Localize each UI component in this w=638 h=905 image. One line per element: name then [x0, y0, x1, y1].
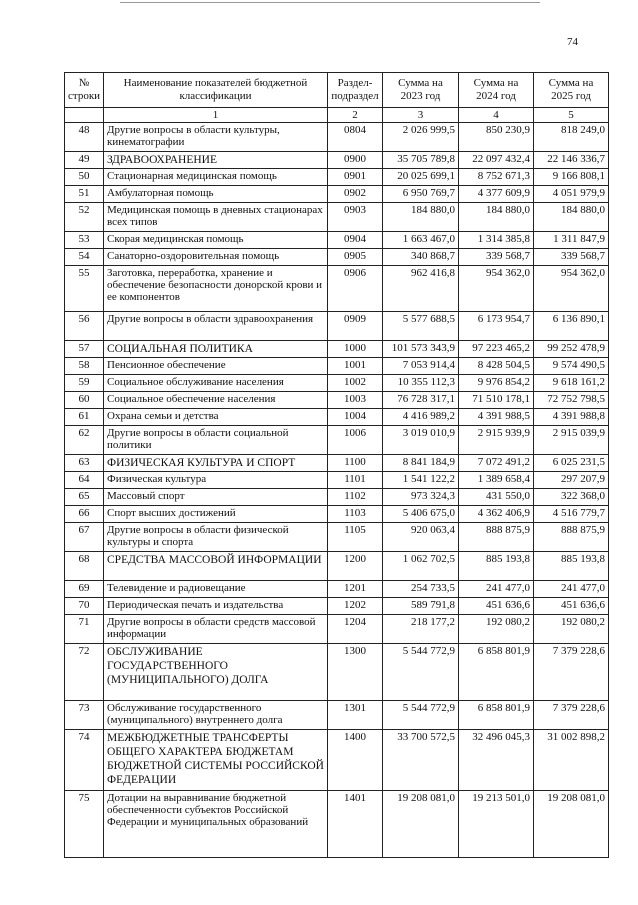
sum-2023: 101 573 343,9 — [383, 341, 459, 358]
sum-2025: 888 875,9 — [534, 523, 609, 552]
row-number: 54 — [65, 249, 104, 266]
section-code: 1002 — [328, 375, 383, 392]
sum-2024: 184 880,0 — [459, 203, 534, 232]
page-number: 74 — [567, 36, 578, 48]
row-number: 62 — [65, 426, 104, 455]
row-number: 60 — [65, 392, 104, 409]
sum-2025: 885 193,8 — [534, 552, 609, 581]
row-number: 50 — [65, 169, 104, 186]
row-number: 52 — [65, 203, 104, 232]
row-number: 49 — [65, 152, 104, 169]
sum-2023: 218 177,2 — [383, 615, 459, 644]
row-number: 64 — [65, 472, 104, 489]
indicator-name: СОЦИАЛЬНАЯ ПОЛИТИКА — [104, 341, 328, 358]
sum-2023: 1 663 467,0 — [383, 232, 459, 249]
sum-2024: 339 568,7 — [459, 249, 534, 266]
sum-2024: 885 193,8 — [459, 552, 534, 581]
row-number: 66 — [65, 506, 104, 523]
section-code: 1103 — [328, 506, 383, 523]
sum-2023: 5 406 675,0 — [383, 506, 459, 523]
sum-2023: 10 355 112,3 — [383, 375, 459, 392]
sum-2024: 6 858 801,9 — [459, 644, 534, 701]
sum-2025: 6 136 890,1 — [534, 312, 609, 341]
sum-2025: 7 379 228,6 — [534, 644, 609, 701]
column-index: 5 — [534, 108, 609, 123]
scan-top-edge — [120, 2, 540, 3]
column-index: 2 — [328, 108, 383, 123]
section-code: 1105 — [328, 523, 383, 552]
sum-2023: 184 880,0 — [383, 203, 459, 232]
section-code: 1004 — [328, 409, 383, 426]
row-number: 48 — [65, 123, 104, 152]
header-indicator-name: Наименование показателей бюджетной классификации — [104, 73, 328, 108]
table-row — [65, 598, 609, 615]
sum-2023: 76 728 317,1 — [383, 392, 459, 409]
indicator-name: Другие вопросы в области культуры, кинематографии — [104, 123, 328, 152]
sum-2024: 954 362,0 — [459, 266, 534, 312]
section-code: 1102 — [328, 489, 383, 506]
row-number: 51 — [65, 186, 104, 203]
sum-2024: 2 915 939,9 — [459, 426, 534, 455]
row-number: 61 — [65, 409, 104, 426]
indicator-name: Санаторно-оздоровительная помощь — [104, 249, 328, 266]
row-number: 65 — [65, 489, 104, 506]
sum-2023: 7 053 914,4 — [383, 358, 459, 375]
row-number: 71 — [65, 615, 104, 644]
sum-2024: 4 391 988,5 — [459, 409, 534, 426]
sum-2025: 4 391 988,8 — [534, 409, 609, 426]
indicator-name: Телевидение и радиовещание — [104, 581, 328, 598]
sum-2024: 241 477,0 — [459, 581, 534, 598]
section-code: 1204 — [328, 615, 383, 644]
section-code: 0900 — [328, 152, 383, 169]
indicator-name: Другие вопросы в области социальной политики — [104, 426, 328, 455]
sum-2024: 888 875,9 — [459, 523, 534, 552]
section-code: 0903 — [328, 203, 383, 232]
sum-2023: 254 733,5 — [383, 581, 459, 598]
sum-2024: 431 550,0 — [459, 489, 534, 506]
indicator-name: Стационарная медицинская помощь — [104, 169, 328, 186]
sum-2025: 192 080,2 — [534, 615, 609, 644]
indicator-name: Заготовка, переработка, хранение и обеспечение безопасности донорской крови и ее компонентов — [104, 266, 328, 312]
indicator-name: Спорт высших достижений — [104, 506, 328, 523]
table-row — [65, 791, 609, 858]
table-row — [65, 249, 609, 266]
row-number: 55 — [65, 266, 104, 312]
table-row — [65, 472, 609, 489]
table-row — [65, 266, 609, 312]
section-code: 0901 — [328, 169, 383, 186]
section-code: 0804 — [328, 123, 383, 152]
sum-2023: 33 700 572,5 — [383, 730, 459, 791]
sum-2023: 962 416,8 — [383, 266, 459, 312]
sum-2023: 920 063,4 — [383, 523, 459, 552]
table-row — [65, 701, 609, 730]
sum-2025: 99 252 478,9 — [534, 341, 609, 358]
indicator-name: Медицинская помощь в дневных стационарах всех типов — [104, 203, 328, 232]
indicator-name: Другие вопросы в области физической культуры и спорта — [104, 523, 328, 552]
sum-2025: 954 362,0 — [534, 266, 609, 312]
indicator-name: Скорая медицинская помощь — [104, 232, 328, 249]
indicator-name: МЕЖБЮДЖЕТНЫЕ ТРАНСФЕРТЫ ОБЩЕГО ХАРАКТЕРА БЮДЖЕТАМ БЮДЖЕТНОЙ СИСТЕМЫ РОССИЙСКОЙ ФЕДЕРАЦИИ — [104, 730, 328, 791]
header-sum-2023: Сумма на 2023 год — [383, 73, 459, 108]
table-row — [65, 392, 609, 409]
indicator-name: Социальное обеспечение населения — [104, 392, 328, 409]
section-code: 0904 — [328, 232, 383, 249]
header-sum-2025: Сумма на 2025 год — [534, 73, 609, 108]
sum-2025: 1 311 847,9 — [534, 232, 609, 249]
sum-2023: 973 324,3 — [383, 489, 459, 506]
row-number: 56 — [65, 312, 104, 341]
sum-2023: 340 868,7 — [383, 249, 459, 266]
sum-2025: 22 146 336,7 — [534, 152, 609, 169]
section-code: 0902 — [328, 186, 383, 203]
table-row — [65, 203, 609, 232]
sum-2023: 589 791,8 — [383, 598, 459, 615]
section-code: 1300 — [328, 644, 383, 701]
sum-2025: 4 051 979,9 — [534, 186, 609, 203]
row-number: 74 — [65, 730, 104, 791]
sum-2023: 4 416 989,2 — [383, 409, 459, 426]
table-row — [65, 186, 609, 203]
sum-2025: 7 379 228,6 — [534, 701, 609, 730]
sum-2023: 1 541 122,2 — [383, 472, 459, 489]
section-code: 1202 — [328, 598, 383, 615]
sum-2024: 1 389 658,4 — [459, 472, 534, 489]
row-number: 63 — [65, 455, 104, 472]
indicator-name: Обслуживание государственного (муниципального) внутреннего долга — [104, 701, 328, 730]
table-row — [65, 506, 609, 523]
table-row — [65, 409, 609, 426]
sum-2025: 241 477,0 — [534, 581, 609, 598]
section-code: 1006 — [328, 426, 383, 455]
section-code: 0905 — [328, 249, 383, 266]
indicator-name: Амбулаторная помощь — [104, 186, 328, 203]
sum-2024: 8 752 671,3 — [459, 169, 534, 186]
sum-2023: 6 950 769,7 — [383, 186, 459, 203]
table-row — [65, 455, 609, 472]
sum-2023: 2 026 999,5 — [383, 123, 459, 152]
sum-2025: 297 207,9 — [534, 472, 609, 489]
indicator-name: Периодическая печать и издательства — [104, 598, 328, 615]
indicator-name: СРЕДСТВА МАССОВОЙ ИНФОРМАЦИИ — [104, 552, 328, 581]
indicator-name: Физическая культура — [104, 472, 328, 489]
sum-2023: 20 025 699,1 — [383, 169, 459, 186]
sum-2025: 184 880,0 — [534, 203, 609, 232]
table-row — [65, 312, 609, 341]
sum-2025: 72 752 798,5 — [534, 392, 609, 409]
table-row — [65, 232, 609, 249]
table-row — [65, 644, 609, 701]
indicator-name: Социальное обслуживание населения — [104, 375, 328, 392]
sum-2024: 6 858 801,9 — [459, 701, 534, 730]
sum-2024: 850 230,9 — [459, 123, 534, 152]
sum-2024: 32 496 045,3 — [459, 730, 534, 791]
table-row — [65, 552, 609, 581]
indicator-name: ОБСЛУЖИВАНИЕ ГОСУДАРСТВЕННОГО (МУНИЦИПАЛЬНОГО) ДОЛГА — [104, 644, 328, 701]
header-sum-2024: Сумма на 2024 год — [459, 73, 534, 108]
sum-2024: 71 510 178,1 — [459, 392, 534, 409]
indicator-name: ЗДРАВООХРАНЕНИЕ — [104, 152, 328, 169]
table-row — [65, 152, 609, 169]
row-number: 57 — [65, 341, 104, 358]
table-header-row — [65, 73, 609, 108]
indicator-name: Другие вопросы в области средств массовой информации — [104, 615, 328, 644]
indicator-name: ФИЗИЧЕСКАЯ КУЛЬТУРА И СПОРТ — [104, 455, 328, 472]
row-number: 73 — [65, 701, 104, 730]
section-code: 1001 — [328, 358, 383, 375]
sum-2025: 9 618 161,2 — [534, 375, 609, 392]
column-index-row — [65, 108, 609, 123]
row-number: 68 — [65, 552, 104, 581]
table-row — [65, 615, 609, 644]
sum-2025: 9 166 808,1 — [534, 169, 609, 186]
section-code: 1200 — [328, 552, 383, 581]
table-row — [65, 169, 609, 186]
column-index: 3 — [383, 108, 459, 123]
section-code: 1101 — [328, 472, 383, 489]
row-number: 67 — [65, 523, 104, 552]
section-code: 1400 — [328, 730, 383, 791]
section-code: 0906 — [328, 266, 383, 312]
sum-2024: 1 314 385,8 — [459, 232, 534, 249]
header-section-code: Раздел-подраздел — [328, 73, 383, 108]
table-row — [65, 489, 609, 506]
sum-2023: 5 544 772,9 — [383, 644, 459, 701]
sum-2025: 6 025 231,5 — [534, 455, 609, 472]
sum-2025: 451 636,6 — [534, 598, 609, 615]
header-row-number: № строки — [65, 73, 104, 108]
table-row — [65, 123, 609, 152]
row-number: 75 — [65, 791, 104, 858]
sum-2025: 4 516 779,7 — [534, 506, 609, 523]
sum-2024: 97 223 465,2 — [459, 341, 534, 358]
sum-2023: 5 577 688,5 — [383, 312, 459, 341]
table-row — [65, 730, 609, 791]
sum-2023: 19 208 081,0 — [383, 791, 459, 858]
section-code: 0909 — [328, 312, 383, 341]
sum-2024: 19 213 501,0 — [459, 791, 534, 858]
indicator-name: Другие вопросы в области здравоохранения — [104, 312, 328, 341]
indicator-name: Дотации на выравнивание бюджетной обеспеченности субъектов Российской Федерации и муниципальных образований — [104, 791, 328, 858]
row-number: 59 — [65, 375, 104, 392]
sum-2024: 9 976 854,2 — [459, 375, 534, 392]
sum-2025: 339 568,7 — [534, 249, 609, 266]
column-index: 4 — [459, 108, 534, 123]
sum-2023: 1 062 702,5 — [383, 552, 459, 581]
table-row — [65, 375, 609, 392]
section-code: 1201 — [328, 581, 383, 598]
row-number: 53 — [65, 232, 104, 249]
sum-2024: 7 072 491,2 — [459, 455, 534, 472]
sum-2023: 8 841 184,9 — [383, 455, 459, 472]
section-code: 1003 — [328, 392, 383, 409]
sum-2025: 19 208 081,0 — [534, 791, 609, 858]
section-code: 1100 — [328, 455, 383, 472]
sum-2024: 192 080,2 — [459, 615, 534, 644]
row-number: 58 — [65, 358, 104, 375]
sum-2023: 3 019 010,9 — [383, 426, 459, 455]
section-code: 1301 — [328, 701, 383, 730]
sum-2024: 8 428 504,5 — [459, 358, 534, 375]
sum-2023: 35 705 789,8 — [383, 152, 459, 169]
sum-2025: 9 574 490,5 — [534, 358, 609, 375]
sum-2024: 451 636,6 — [459, 598, 534, 615]
sum-2024: 6 173 954,7 — [459, 312, 534, 341]
row-number: 72 — [65, 644, 104, 701]
column-index-blank — [65, 108, 104, 123]
column-index: 1 — [104, 108, 328, 123]
indicator-name: Пенсионное обеспечение — [104, 358, 328, 375]
row-number: 70 — [65, 598, 104, 615]
table-row — [65, 358, 609, 375]
sum-2024: 4 362 406,9 — [459, 506, 534, 523]
sum-2025: 31 002 898,2 — [534, 730, 609, 791]
sum-2025: 322 368,0 — [534, 489, 609, 506]
table-row — [65, 341, 609, 358]
budget-table — [64, 72, 609, 858]
indicator-name: Охрана семьи и детства — [104, 409, 328, 426]
row-number: 69 — [65, 581, 104, 598]
indicator-name: Массовый спорт — [104, 489, 328, 506]
sum-2025: 818 249,0 — [534, 123, 609, 152]
sum-2024: 22 097 432,4 — [459, 152, 534, 169]
sum-2023: 5 544 772,9 — [383, 701, 459, 730]
section-code: 1000 — [328, 341, 383, 358]
sum-2024: 4 377 609,9 — [459, 186, 534, 203]
table-row — [65, 581, 609, 598]
section-code: 1401 — [328, 791, 383, 858]
table-row — [65, 426, 609, 455]
table-row — [65, 523, 609, 552]
sum-2025: 2 915 039,9 — [534, 426, 609, 455]
